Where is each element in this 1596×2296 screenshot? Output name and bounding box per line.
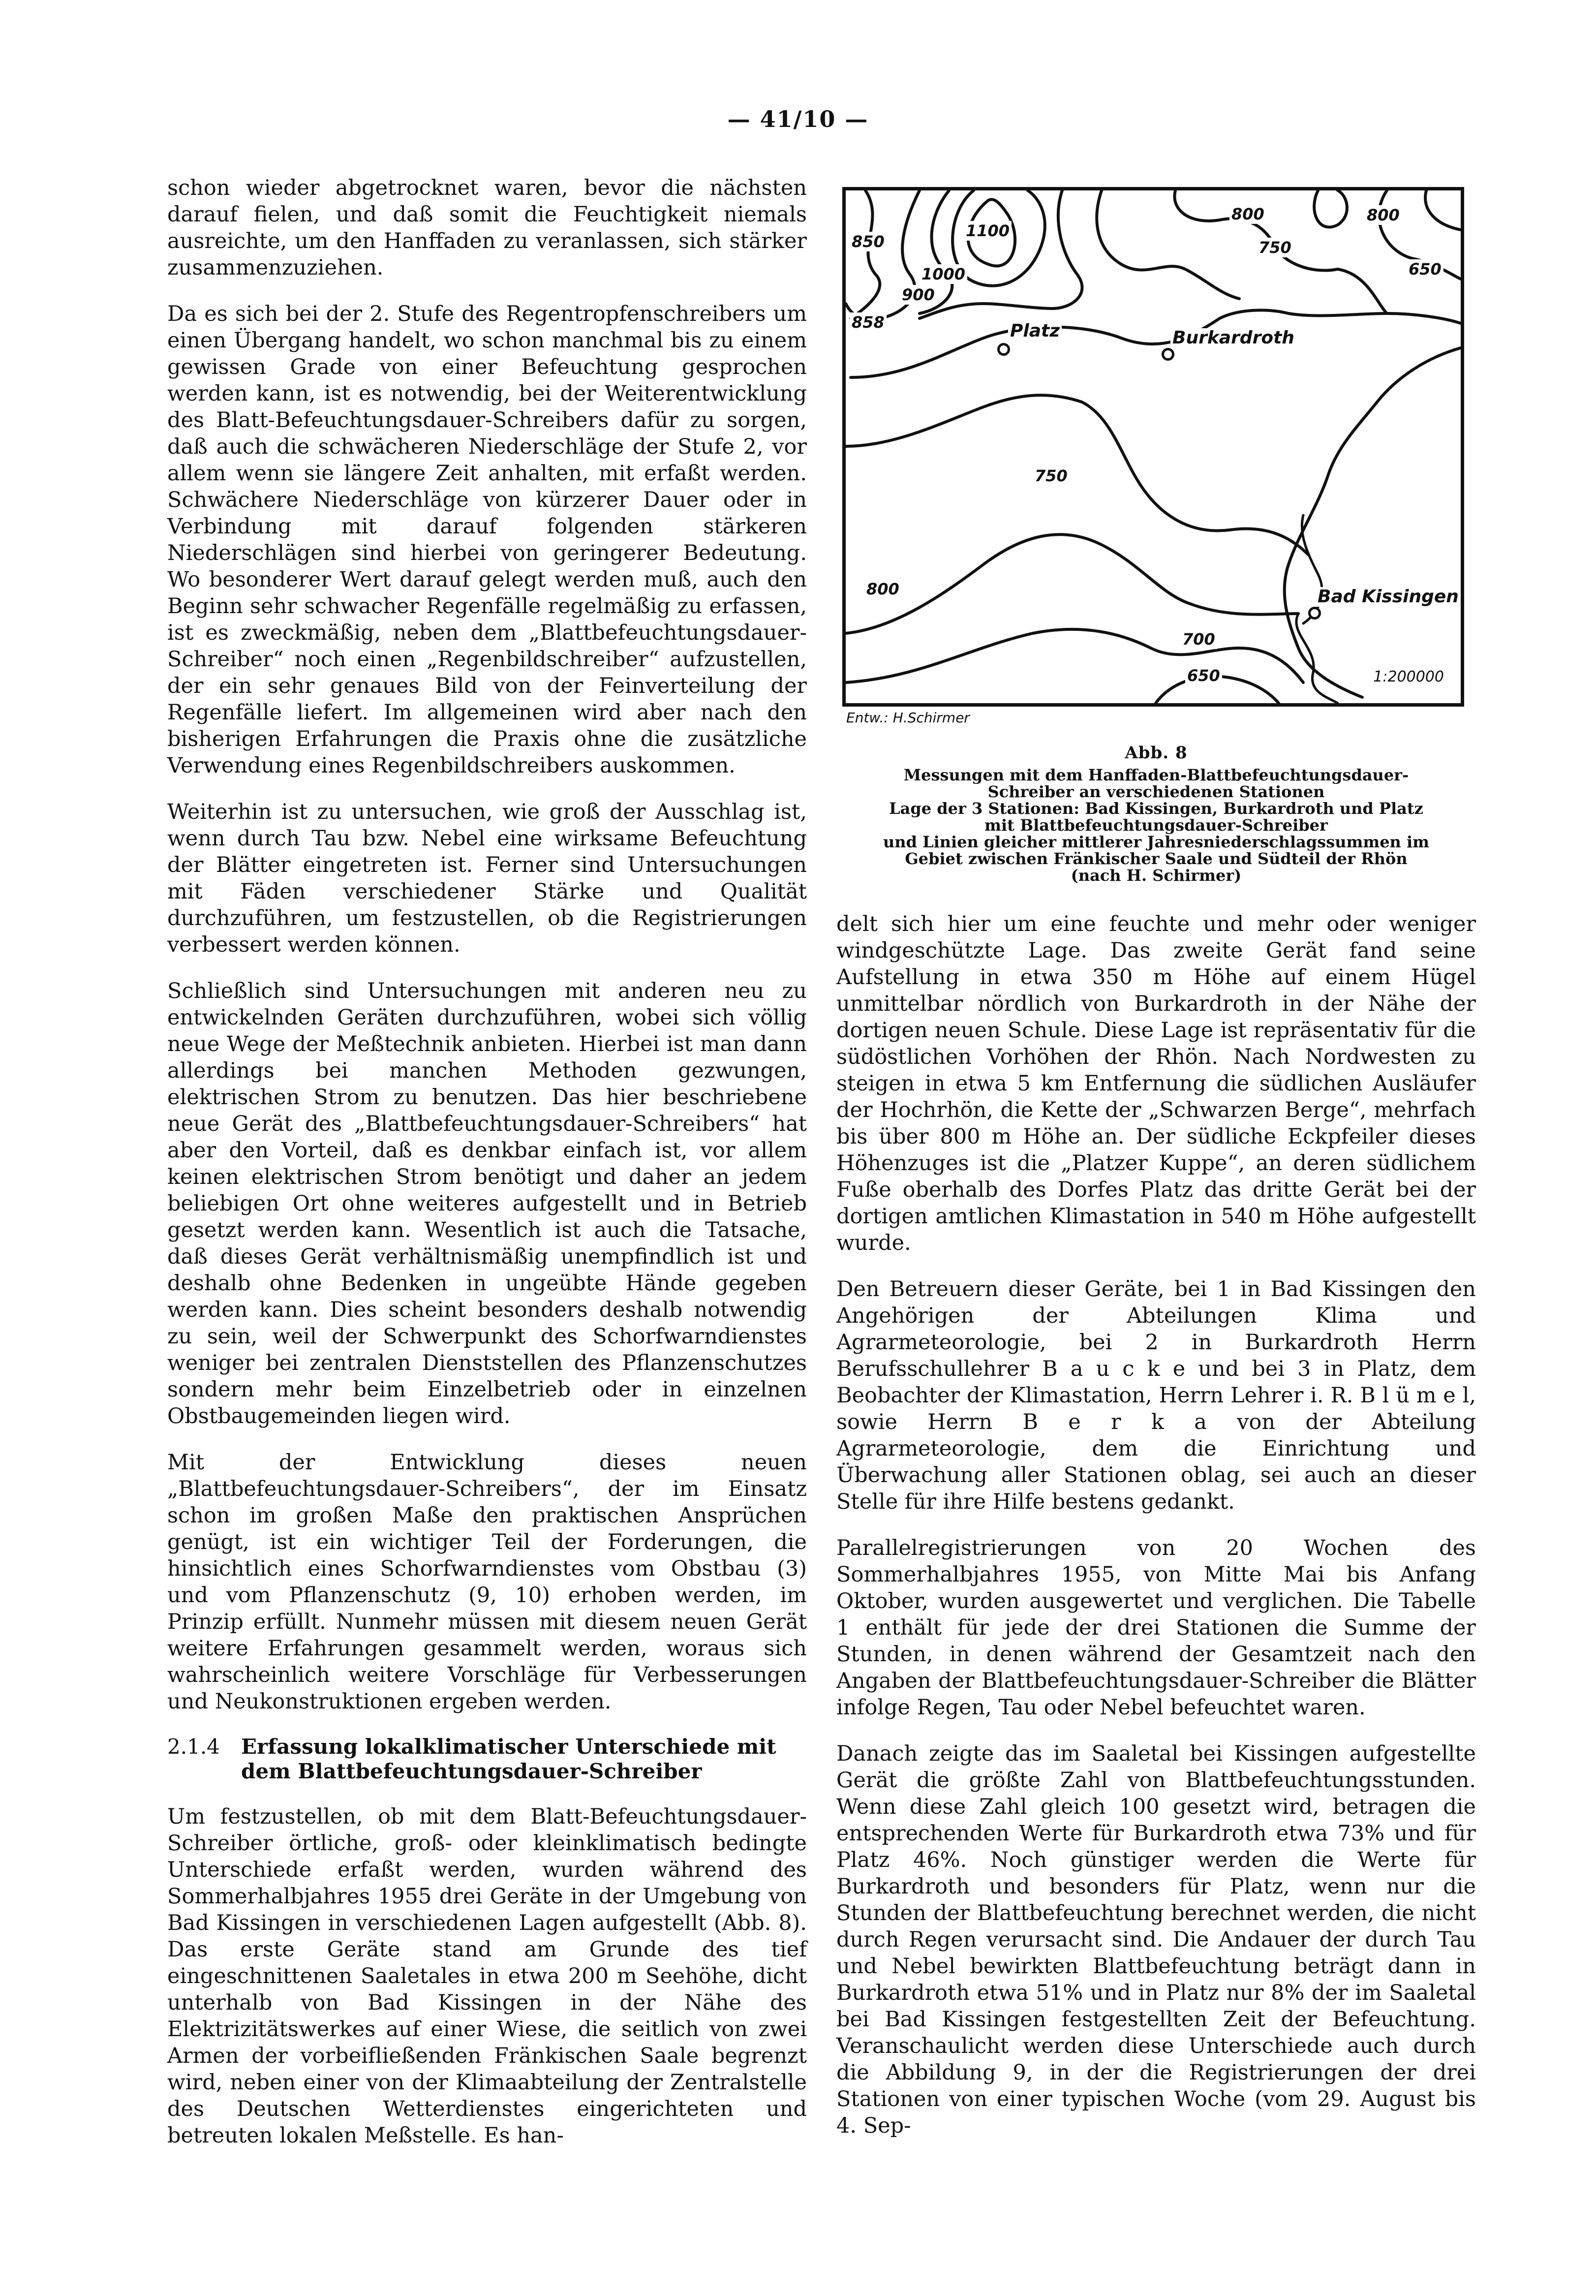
station-marker <box>997 343 1010 356</box>
caption-line: und Linien gleicher mittlerer Jahresniederschlagssummen im <box>883 833 1429 851</box>
isohyet-label: 1000 <box>920 264 967 284</box>
isohyet-line <box>851 190 880 318</box>
left-column <box>167 175 807 2169</box>
body-paragraph: Da es sich bei der 2. Stufe des Regentropfenschreibers um einen Übergang handelt, wo schon manchmal bis zu einem gewissen Grade von einer Befeuchtung gesprochen werden kann, ist es notwendig, bei der Weiterentwicklung des Blatt-Befeuchtungsdauer-Schreibers dafür zu sorgen, daß auch die schwächeren Niederschläge der Stufe 2, vor allem wenn sie längere Zeit anhalten, mit erfaßt werden. Schwächere Niederschläge von kürzerer Dauer oder in Verbindung mit darauf folgenden stärkeren Niederschlägen sind hierbei von geringerer Bedeutung. Wo besonderer Wert darauf gelegt werden muß, auch den Beginn sehr schwacher Regenfälle regelmäßig zu erfassen, ist es zweckmäßig, neben dem „Blattbefeuchtungsdauer-Schreiber“ noch einen „Regenbildschreiber“ aufzustellen, der ein sehr genaues Bild von der Feinverteilung der Regenfälle liefert. Im allgemeinen wird aber nach den bisherigen Erfahrungen die Praxis ohne die zusätzliche Verwendung eines Regenbildschreibers auskommen. <box>167 302 807 778</box>
caption-line: Schreiber an verschiedenen Stationen <box>987 782 1325 801</box>
body-paragraph: Danach zeigte das im Saaletal bei Kissingen aufgestellte Gerät die größte Zahl von Blattbefeuchtungsstunden. Wenn diese Zahl gleich 100 gesetzt wird, betragen die entsprechenden Werte für Burkardroth etwa 73% und für Platz 46%. Noch günstiger werden die Werte für Burkardroth und besonders für Platz, wenn nur die Stunden der Blattbefeuchtung berechnet werden, die nicht durch Regen verursacht sind. Die Andauer der durch Tau und Nebel bewirkten Blattbefeuchtung beträgt dann in Burkardroth etwa 51% und in Platz nur 8% der im Saaletal bei Bad Kissingen festgestellten Zeit der Befeuchtung. Veranschaulicht werden diese Unterschiede auch durch die Abbildung 9, in der die Registrierungen der drei Stationen von einer typischen Woche (vom 29. August bis 4. Sep- <box>836 1741 1476 2138</box>
section-heading <box>167 1735 807 1784</box>
isohyet-label: 800 <box>1365 205 1402 225</box>
figure-credit: Entw.: H.Schirmer <box>846 710 970 726</box>
isohyet-label: 900 <box>900 285 937 305</box>
station-marker <box>1308 607 1321 620</box>
figure-caption <box>836 767 1476 884</box>
caption-line: mit Blattbefeuchtungsdauer-Schreiber <box>984 816 1328 835</box>
isohyet-label: 750 <box>1033 466 1070 486</box>
figure-title: Abb. 8 <box>1125 743 1188 763</box>
isohyet-label: 650 <box>1407 259 1443 279</box>
station-marker <box>1162 348 1174 361</box>
isohyet-line <box>851 310 1461 377</box>
isohyet-line <box>846 534 1298 633</box>
map-scale: 1:200000 <box>1371 668 1446 685</box>
body-paragraph: Schließlich sind Untersuchungen mit anderen neu zu entwickelnden Geräten durchzuführen, wobei sich völlig neue Wege der Meßtechnik anbieten. Hierbei ist man dann allerdings bei manchen Methoden gezwungen, elektrischen Strom zu benutzen. Das hier beschriebene neue Gerät des „Blattbefeuchtungsdauer-Schreibers“ hat aber den Vorteil, daß es denkbar einfach ist, vor allem keinen elektrischen Strom benötigt und daher an jedem beliebigen Ort ohne weiteres aufgestellt und in Betrieb gesetzt werden kann. Wesentlich ist auch die Tatsache, daß dieses Gerät verhältnismäßig unempfindlich ist und deshalb ohne Bedenken in ungeübte Hände gegeben werden kann. Dies scheint besonders deshalb notwendig zu sein, weil der Schwerpunkt des Schorfwarndienstes weniger bei zentralen Dienststellen des Pflanzenschutzes sondern mehr beim Einzelbetrieb oder in einzelnen Obstbaugemeinden liegen wird. <box>167 979 807 1428</box>
section-title: Erfassung lokalklimatischer Unterschiede mit dem Blattbefeuchtungsdauer-Schreiber <box>241 1735 776 1783</box>
isohyet-line <box>846 629 1303 683</box>
station-label: Platz <box>1008 321 1062 341</box>
body-paragraph: Parallelregistrierungen von 20 Wochen des Sommerhalbjahres 1955, von Mitte Mai bis Anfang Oktober, wurden ausgewertet und verglichen. Die Tabelle 1 enthält für jede der drei Stationen die Summe der Stunden, in denen während der Gesamtzeit nach den Angaben der Blattbefeuchtungsdauer-Schreiber die Blätter infolge Regen, Tau oder Nebel befeuchtet waren. <box>836 1536 1476 1720</box>
body-paragraph: Um festzustellen, ob mit dem Blatt-Befeuchtungsdauer-Schreiber örtliche, groß- oder kleinklimatisch bedingte Unterschiede erfaßt werden, wurden während des Sommerhalbjahres 1955 drei Geräte in der Umgebung von Bad Kissingen in verschiedenen Lagen aufgestellt (Abb. 8). Das erste Geräte stand am Grunde des tief eingeschnittenen Saaletales in etwa 200 m Seehöhe, dicht unterhalb von Bad Kissingen in der Nähe des Elektrizitätswerkes auf einer Wiese, die seitlich von zwei Armen der vorbeifließenden Fränkischen Saale begrenzt wird, neben einer von der Klimaabteilung der Zentralstelle des Deutschen Wetterdienstes eingerichteten und betreuten lokalen Meßstelle. Es han- <box>167 1804 807 2148</box>
body-paragraph: Den Betreuern dieser Geräte, bei 1 in Bad Kissingen den Angehörigen der Abteilungen Klima und Agrarmeteorologie, bei 2 in Burkardroth Herrn Berufsschullehrer B a u c k e und bei 3 in Platz, dem Beobachter der Klimastation, Herrn Lehrer i. R. B l ü m e l, sowie Herrn B e r k a von der Abteilung Agrarmeteorologie, dem die Einrichtung und Überwachung aller Stationen oblag, sei auch an dieser Stelle für ihre Hilfe bestens gedankt. <box>836 1277 1476 1514</box>
isohyet-line <box>846 395 1308 555</box>
right-column <box>836 175 1476 2159</box>
isohyet-line <box>1097 190 1239 299</box>
isohyet-label: 750 <box>1257 238 1293 257</box>
caption-line: (nach H. Schirmer) <box>1071 866 1242 885</box>
body-paragraph: Weiterhin ist zu untersuchen, wie groß der Ausschlag ist, wenn durch Tau bzw. Nebel eine wirksame Befeuchtung der Blätter eingetreten ist. Ferner sind Untersuchungen mit Fäden verschiedener Stärke und Qualität durchzuführen, um festzustellen, ob die Registrierungen verbessert werden können. <box>167 800 807 957</box>
caption-line: Gebiet zwischen Fränkischer Saale und Südteil der Rhön <box>905 849 1408 868</box>
isohyet-label: 1100 <box>964 221 1012 241</box>
isohyet-label: 800 <box>1229 204 1266 224</box>
isohyet-label: 700 <box>1180 629 1217 649</box>
isohyet-line <box>1314 190 1347 227</box>
isohyet-line <box>1425 190 1461 230</box>
isohyet-line <box>1338 269 1387 313</box>
caption-line: Messungen mit dem Hanffaden-Blattbefeuchtungsdauer- <box>903 766 1409 784</box>
section-number: 2.1.4 <box>167 1735 220 1759</box>
page-number: — 41/10 — <box>727 106 869 132</box>
figure-map <box>836 182 1476 738</box>
isohyet-label: 650 <box>1185 666 1222 685</box>
map-frame <box>842 187 1464 707</box>
isohyet-label: 800 <box>864 579 901 599</box>
isohyet-label: 858 <box>850 312 887 332</box>
isohyet-line <box>920 190 1082 318</box>
station-label: Bad Kissingen <box>1316 587 1461 607</box>
isohyet-label: 850 <box>850 232 887 251</box>
isohyet-line <box>1285 348 1461 697</box>
caption-line: Lage der 3 Stationen: Bad Kissingen, Burkardroth und Platz <box>889 799 1423 818</box>
station-label: Burkardroth <box>1170 328 1296 348</box>
body-paragraph: Mit der Entwicklung dieses neuen „Blattbefeuchtungsdauer-Schreibers“, der im Einsatz schon im großen Maße den praktischen Ansprüchen genügt, ist ein wichtiger Teil der Forderungen, die hinsichtlich eines Schorfwarndienstes vom Obstbau (3) und vom Pflanzenschutz (9, 10) erhoben werden, im Prinzip erfüllt. Nunmehr müssen mit diesem neuen Gerät weitere Erfahrungen gesammelt werden, woraus sich wahrscheinlich weitere Vorschläge für Verbesserungen und Neukonstruktionen ergeben werden. <box>167 1450 807 1714</box>
body-paragraph: delt sich hier um eine feuchte und mehr oder weniger windgeschützte Lage. Das zweite Gerät fand seine Aufstellung in etwa 350 m Höhe auf einem Hügel unmittelbar nördlich von Burkardroth in der Nähe der dortigen neuen Schule. Diese Lage ist repräsentativ für die südöstlichen Vorhöhen der Rhön. Nach Nordwesten zu steigen in etwa 5 km Entfernung die südlichen Ausläufer der Hochrhön, die Kette der „Schwarzen Berge“, mehrfach bis über 800 m Höhe an. Der südliche Eckpfeiler dieses Höhenzuges ist die „Platzer Kuppe“, an deren südlichem Fuße oberhalb des Dorfes Platz das dritte Gerät bei der dortigen amtlichen Klimastation in 540 m Höhe aufgestellt wurde. <box>836 912 1476 1255</box>
body-paragraph: schon wieder abgetrocknet waren, bevor die nächsten darauf fielen, und daß somit die Feuchtigkeit niemals ausreichte, um den Hanffaden zu veranlassen, sich stärker zusammenzuziehen. <box>167 176 807 280</box>
